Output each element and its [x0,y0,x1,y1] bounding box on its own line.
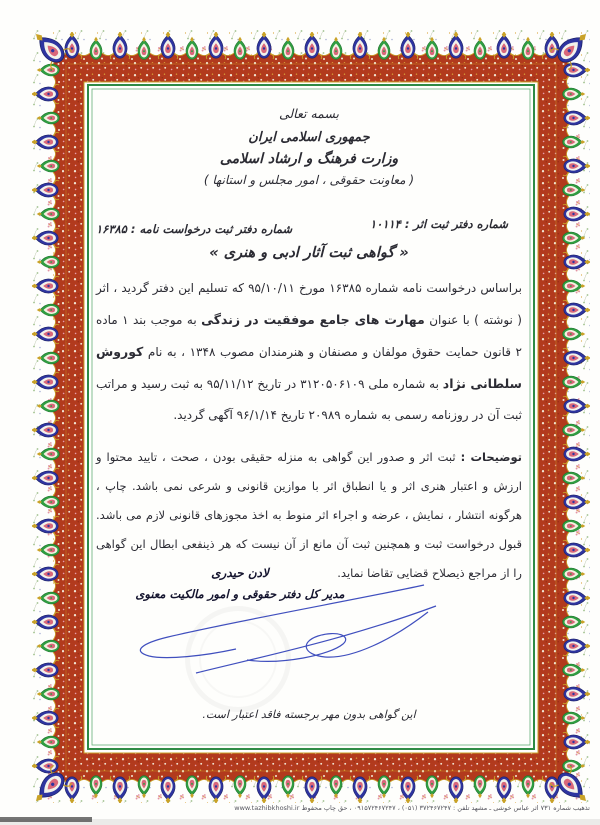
print-shop-footer: تذهیب شماره ۷۳۱ اثر عباس خوشی ـ مشهد تلفن : ۳۷۲۴۶۷۲۴۷ (۰۵۱) ، ۰۹۱۵۷۲۴۶۷۲۴۷ ، حق چاپ محفوظ www.tazhibkhoshi.ir [234,804,590,812]
request-registration-number [96,222,292,236]
registration-numbers-row [96,217,522,236]
body-part3: به شماره ملی ۳۱۲۰۵۰۶۱۰۹ در تاریخ ۹۵/۱۱/۱۲ به ثبت رسید و مراتب ثبت آن در روزنامه رسمی به شماره ۲۰۹۸۹ تاریخ ۹۶/۱/۱۴ آگهی گردید. [96,377,522,422]
letterhead [96,106,522,187]
certificate-body-paragraph [96,273,522,431]
scan-corner-artifact [0,817,92,822]
embossed-seal [185,606,291,712]
work-registration-value: ۱۰۱۱۴ [369,217,401,231]
ministry-title: وزارت فرهنگ و ارشاد اسلامی [219,151,399,167]
certificate-content [96,90,522,600]
body-part2: به موجب بند ۱ ماده ۲ قانون حمایت حقوق مولفان و مصنفان و هنرمندان مصوب ۱۳۴۸ ، به نام [96,313,522,359]
work-title: مهارت های جامع موفقیت در زندگی [201,312,425,327]
signature-block [128,566,352,601]
signatory-name: لادن حیدری [211,566,269,580]
work-registration-label: شماره دفتر ثبت اثر : [404,217,508,231]
notes-text: ثبت اثر و صدور این گواهی به منزله حقیقی بودن ، صحت ، تایید محتوا و ارزش و اعتبار هنری اثر و یا انطباق اثر با موازین قانونی و شرعی نمی باشد. چاپ ، هرگونه انتشار ، نمایش ، عرضه و اجراء اثر منوط به اخذ مجوزهای قانونی لازم می باشد. قبول درخواست ثبت و همچنین ثبت آن مانع از آن نیست که هر ذینفعی ابطال این گواهی را از مراجع ذیصلاح قضایی تقاضا نماید. [96,450,522,580]
body-part1: براساس درخواست نامه شماره ۱۶۳۸۵ مورخ ۹۵/۱۰/۱۱ که تسلیم این دفتر گردید ، اثر ( نوشته ) با عنوان [96,281,523,327]
bismillah: بسمه تعالی [278,106,340,121]
certificate-title: « گواهی ثبت آثار ادبی و هنری » [209,245,409,261]
validity-note: این گواهی بدون مهر برجسته فاقد اعتبار است. [202,708,416,721]
country-title: جمهوری اسلامی ایران [248,130,370,145]
signatory-role: مدیر کل دفتر حقوقی و امور مالکیت معنوی [135,587,345,601]
notes-label: توضیحات : [460,450,522,464]
request-registration-value: ۱۶۳۸۵ [96,222,127,236]
work-registration-number [370,217,508,236]
author-name: کوروش سلطانی نژاد [96,344,522,391]
department-subtitle: ( معاونت حقوقی ، امور مجلس و استانها ) [203,173,415,187]
request-registration-label: شماره دفتر ثبت درخواست نامه : [130,222,293,236]
